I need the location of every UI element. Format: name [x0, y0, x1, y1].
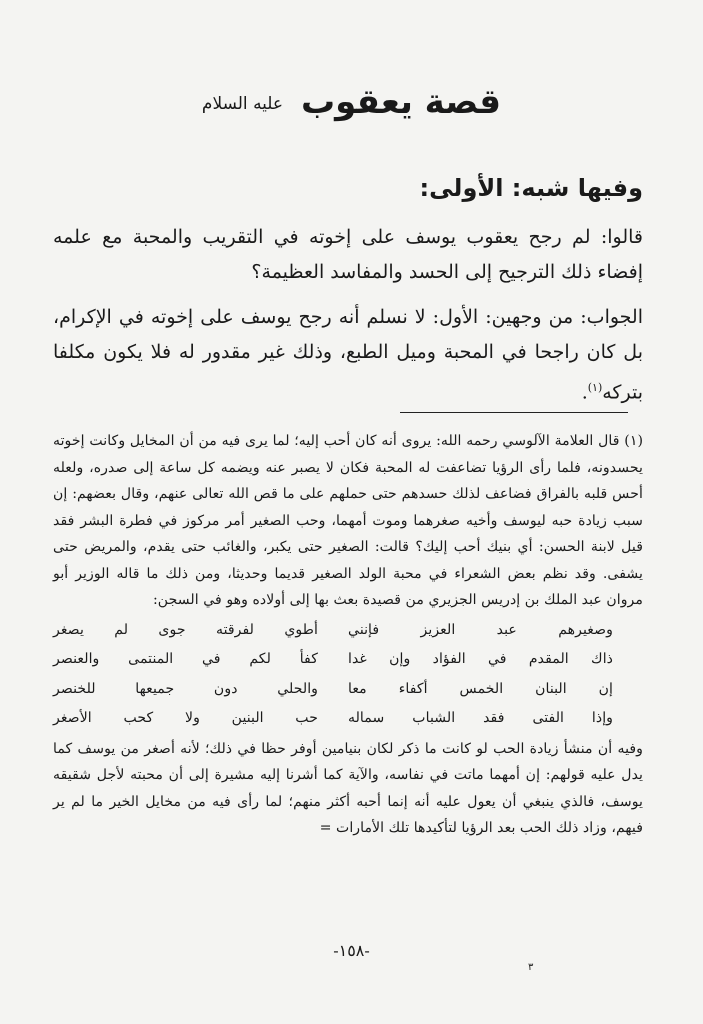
section-heading: وفيها شبه: الأولى: — [419, 174, 643, 202]
paragraph-answer-text: الجواب: من وجهين: الأول: لا نسلم أنه رجح يوسف على إخوته في الإكرام، بل كان راجحا في المحبة وميل الطبع، وذلك غير مقدور له فلا يكون مكلفا بتركه — [53, 306, 643, 404]
verse-line — [53, 675, 643, 705]
title-honorific: عليه السلام — [201, 93, 284, 114]
footnote-reference: (١) — [587, 381, 603, 394]
verse-line — [53, 616, 643, 646]
footnote-block — [53, 428, 643, 842]
title-text: قصة يعقوب — [300, 82, 502, 122]
verse-first-hemistich: ذاك المقدم في الفؤاد وإن غدا — [348, 651, 613, 667]
printer-mark: ٣ — [528, 962, 534, 973]
verse-first-hemistich: وإذا الفتى فقد الشباب سماله — [348, 710, 613, 726]
main-body — [53, 220, 643, 420]
footnote-paragraph-1: (١) قال العلامة الآلوسي رحمه الله: يروى أنه كان أحب إليه؛ لما يرى فيه من أن المخايل وكانت إخوته يحسدونه، فلما رأى الرؤيا تضاعفت له المحبة فكان لا يصبر عنه ويضمه كل ساعة إلى صدره، ولعله أحس قلبه بالفراق فضاعف لذلك حسدهم حتى حملهم على ما قص الله تعالى عنهم، وقال بعضهم: إن سبب زيادة حبه ليوسف وأخيه صغرهما وموت أمهما، وحب الصغير أمر مركوز في فطرة البشر فقد قيل لابنة الحسن: أي بنيك أحب إليك؟ قالت: الصغير حتى يكبر، والغائب حتى يقدم، والمريض حتى يشفى. وقد نظم بعض الشعراء في محبة الولد الصغير قديما وحديثا، ومن ذلك ما قاله الوزير أبو مروان عبد الملك بن إدريس الجزيري من قصيدة بعث بها إلى أولاده وهو في السجن: — [53, 433, 643, 608]
poem-verses — [53, 616, 643, 734]
verse-first-hemistich: وصغيرهم عبد العزيز فإنني — [348, 621, 613, 638]
page-title — [0, 78, 703, 128]
page-number: -١٥٨- — [333, 941, 370, 960]
verse-second-hemistich: حب البنين ولا كحب الأصغر — [53, 710, 318, 726]
paragraph-question: قالوا: لم رجح يعقوب يوسف على إخوته في التقريب والمحبة مع علمه إفضاء ذلك الترجيح إلى الحسد والمفاسد العظيمة؟ — [53, 226, 643, 283]
verse-second-hemistich: والحلي دون جميعها للخنصر — [53, 680, 318, 697]
verse-line — [53, 704, 643, 734]
footnote-divider — [400, 412, 628, 413]
footnote-paragraph-2: وفيه أن منشأ زيادة الحب لو كانت ما ذكر لكان بنيامين أوفر حظا في ذلك؛ لأنه أصغر من يوسف كما يدل عليه قولهم: إن أمهما ماتت في نفاسه، والآية كما أشرنا إليه مشيرة إلى أن محبته لأجل شقيقه يوسف، فالذي ينبغي أن يعول عليه أنه إنما أحبه أكثر منهم؛ لما رأى فيه من مخايل الخير ما لم ير فيهم، وزاد ذلك الحب بعد الرؤيا لتأكيدها تلك الأمارات = — [53, 740, 643, 836]
verse-first-hemistich: إن البنان الخمس أكفاء معا — [348, 680, 613, 697]
paragraph-answer: الجواب: من وجهين: الأول: لا نسلم أنه رجح يوسف على إخوته في الإكرام، بل كان راجحا في المحبة وميل الطبع، وذلك غير مقدور له فلا يكون مكلفا بتركه$^{(١)}$. — [53, 306, 643, 404]
verse-line — [53, 645, 643, 675]
verse-second-hemistich: كفأ لكم في المنتمى والعنصر — [53, 651, 318, 667]
verse-second-hemistich: أطوي لفرقته جوى لم يصغر — [53, 621, 318, 638]
